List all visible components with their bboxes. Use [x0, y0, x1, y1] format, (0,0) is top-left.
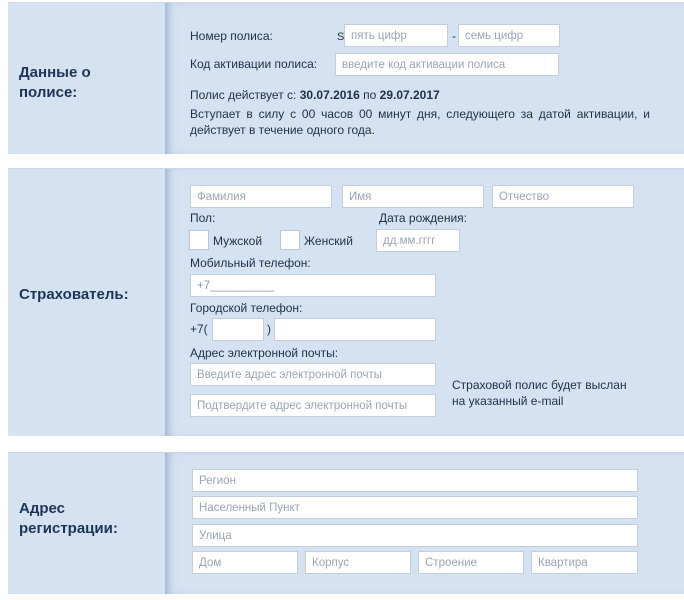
sex-male-checkbox[interactable] [189, 230, 209, 250]
policy-number-label: Номер полиса: [190, 29, 273, 43]
region-input[interactable] [192, 469, 638, 492]
birth-date-label: Дата рождения: [379, 211, 467, 225]
address-section-title: Адрес регистрации: [19, 500, 118, 537]
birth-date-input[interactable] [376, 229, 460, 252]
insurer-section-title: Страхователь: [19, 286, 129, 303]
insurer-section [8, 168, 684, 436]
sex-male-label[interactable]: Мужской [213, 234, 263, 248]
email-input[interactable] [190, 363, 436, 386]
house-input[interactable] [192, 551, 298, 574]
policy-validity-note: Вступает в силу с 00 часов 00 минут дня, следующего за датой активации, и действует в течение одного года. [190, 107, 650, 137]
policy-section [8, 2, 684, 154]
street-input[interactable] [192, 524, 638, 547]
apartment-input[interactable] [531, 551, 638, 574]
building-input[interactable] [418, 551, 524, 574]
activation-code-input[interactable] [335, 53, 559, 76]
policy-series-prefix: S [337, 31, 345, 43]
validity-to-word: по [363, 88, 377, 102]
name-input[interactable] [342, 185, 484, 208]
policy-number-dash: - [452, 29, 456, 43]
landline-area-code-input[interactable] [212, 318, 264, 341]
mobile-phone-label: Мобильный телефон: [190, 256, 311, 270]
policy-validity [190, 87, 440, 103]
policy-number-part1-input[interactable] [344, 24, 448, 47]
policy-number-part2-input[interactable] [458, 24, 560, 47]
activation-code-label: Код активации полиса: [190, 57, 318, 71]
landline-phone-label: Городской телефон: [190, 301, 303, 315]
locality-input[interactable] [192, 496, 638, 519]
landline-prefix: +7( [190, 322, 208, 336]
mobile-phone-input[interactable] [190, 274, 436, 297]
policy-section-title: Данные о полисе: [19, 64, 91, 101]
sex-label: Пол: [190, 211, 216, 225]
address-section [8, 452, 684, 594]
block-input[interactable] [305, 551, 411, 574]
validity-prefix: Полис действует с: [190, 88, 297, 102]
landline-close-paren: ) [267, 322, 271, 336]
email-confirm-input[interactable] [190, 394, 436, 417]
email-delivery-note: Страховой полис будет выслан на указанный e-mail [452, 378, 627, 408]
landline-number-input[interactable] [274, 318, 436, 341]
patronymic-input[interactable] [492, 185, 634, 208]
sex-female-label[interactable]: Женский [304, 234, 353, 248]
valid-to-date: 29.07.2017 [379, 88, 440, 102]
valid-from-date: 30.07.2016 [299, 88, 360, 102]
surname-input[interactable] [190, 185, 332, 208]
sex-female-checkbox[interactable] [280, 230, 300, 250]
email-label: Адрес электронной почты: [190, 346, 339, 360]
